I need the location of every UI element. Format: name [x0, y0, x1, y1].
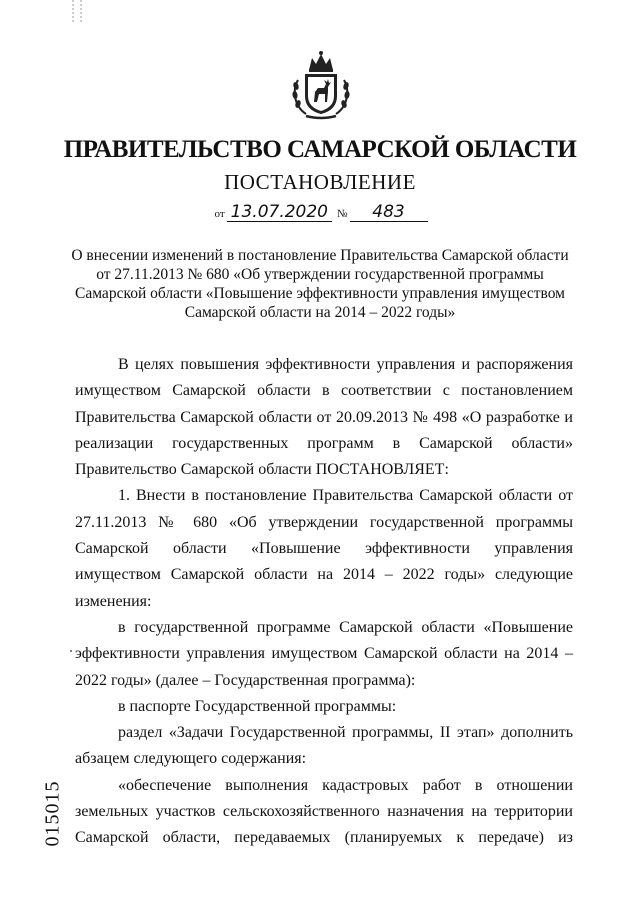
subject-line: Самарской области на 2014 – 2022 годы»	[184, 304, 456, 321]
number-prefix: №	[337, 208, 348, 220]
body-paragraph: «обеспечение выполнения кадастровых работ в отношении земельных участков сельскохозяйственного назначения на территории Самарской области, передаваемых (планируемых к передаче) из	[75, 776, 573, 847]
margin-marks	[70, 0, 84, 26]
organization-title: ПРАВИТЕЛЬСТВО САМАРСКОЙ ОБЛАСТИ	[63, 136, 577, 163]
subject-line: Самарской области «Повышение эффективности управления имуществом	[75, 285, 565, 302]
subject-line: О внесении изменений в постановление Правительства Самарской области	[71, 247, 569, 264]
document-type: ПОСТАНОВЛЕНИЕ	[224, 170, 416, 194]
body-paragraph: 1. Внести в постановление Правительства Самарской области от 27.11.2013 № 680 «Об утверждении государственной программы Самарской области «Повышение эффективности управления имуществом Самарской области на 2014 – 2022 годы» следующие изменения:	[75, 487, 573, 610]
document-body	[75, 352, 573, 852]
body-paragraph: раздел «Задачи Государственной программы, II этап» дополнить абзацем следующего содержания:	[75, 724, 573, 768]
coat-of-arms-icon	[288, 50, 354, 122]
serial-number-text: 015015	[41, 780, 64, 847]
date-number-line	[0, 203, 640, 222]
document-subject	[70, 246, 570, 322]
body-paragraph: в государственной программе Самарской области «Повышение эффективности управления имуществом Самарской области на 2014 – 2022 годы» (далее – Государственная программа):	[75, 618, 573, 689]
serial-number	[38, 770, 68, 860]
body-paragraph: в паспорте Государственной программы:	[118, 697, 397, 715]
body-paragraph: В целях повышения эффективности управления и распоряжения имуществом Самарской области в соответствии с постановлением Правительства Самарской области от 20.09.2013 № 498 «О разработке и реализации государственных программ в Самарской области» Правительство Самарской области ПОСТАНОВЛЯЕТ:	[75, 356, 573, 479]
document-number: 483	[350, 203, 428, 222]
subject-line: от 27.11.2013 № 680 «Об утверждении государственной программы	[96, 266, 544, 283]
date-prefix: от	[214, 208, 225, 220]
margin-dot	[70, 650, 72, 652]
document-date: 13.07.2020	[227, 203, 332, 222]
